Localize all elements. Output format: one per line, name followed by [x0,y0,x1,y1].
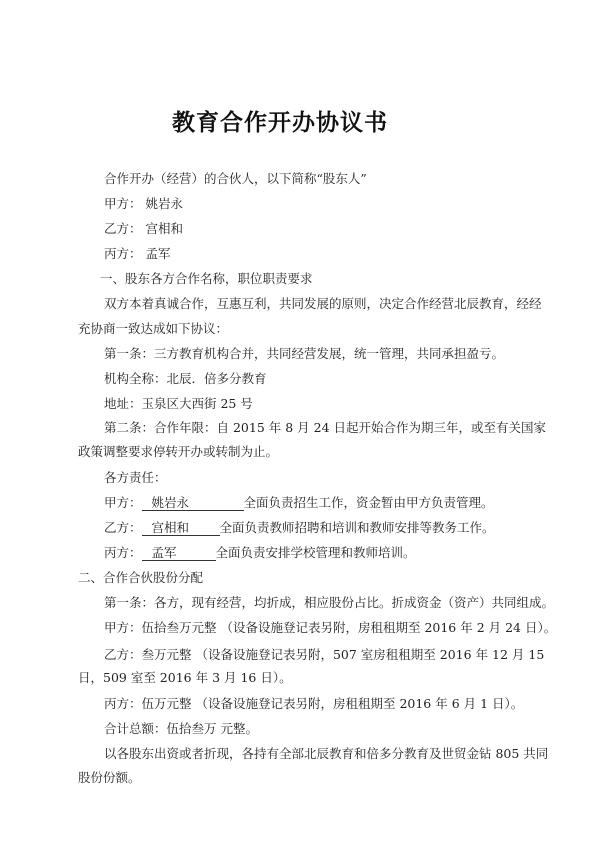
duty-b-name: 宫相和 [142,521,220,536]
duties-heading: 各方责任： [104,470,167,485]
paragraph-1-line-2: 充协商一致达成如下协议： [78,321,229,336]
duty-a-text: 全面负责招生工作，资金暂由甲方负责管理。 [243,495,494,510]
party-b: 乙方： 宫相和 [104,221,183,236]
closing-line-2: 股份份额。 [78,770,141,785]
closing-line-1: 以各股东出资或者折现，各持有全部北辰教育和倍多分教育及世贸金钻 805 共同 [104,746,549,761]
total-amount: 合计总额：伍拾叁万 元整。 [104,721,258,736]
share-b-line-2: 日，509 室至 2016 年 3 月 16 日）。 [78,670,292,685]
duty-b-text: 全面负责教师招聘和培训和教师安排等教务工作。 [219,520,495,535]
share-a: 甲方：伍拾叁万元整 （设备设施登记表另附，房租租期至 2016 年 2 月 24 日）。 [104,620,557,635]
duty-b-prefix: 乙方： [104,520,142,535]
section-2-article-1: 第一条：各方，现有经营，均折成，相应股份占比。折成资金（资产）共同组成。 [104,595,555,610]
duty-c-text: 全面负责安排学校管理和教师培训。 [215,545,416,560]
duty-c-name: 孟军 [142,546,216,561]
institution-name: 机构全称：北辰．倍多分教育 [104,371,267,386]
section-1-heading: 一、股东各方合作名称，职位职责要求 [100,271,313,286]
duty-a-name: 姚岩永 [142,496,244,511]
section-2-heading: 二、合作合伙股份分配 [78,570,204,585]
share-b-line-1: 乙方：叁万元整 （设备设施登记表另附，507 室房租租期至 2016 年 12 月 15 [104,647,545,662]
article-2-line-2: 政策调整要求停转开办或转制为止。 [78,444,279,459]
address: 地址：玉泉区大西街 25 号 [104,396,253,411]
duty-a [104,495,494,511]
duty-a-prefix: 甲方： [104,495,142,510]
intro-text: 合作开办（经营）的合伙人，以下简称“股东人” [104,171,367,186]
duty-c-prefix: 丙方： [104,545,142,560]
duty-c [104,545,416,561]
article-1: 第一条：三方教育机构合并，共同经营发展，统一管理，共同承担盈亏。 [104,346,505,361]
party-c: 丙方： 孟军 [104,246,171,261]
duty-b [104,520,495,536]
paragraph-1-line-1: 双方本着真诚合作，互惠互利，共同发展的原则，决定合作经营北辰教育，经经 [104,296,542,311]
party-a: 甲方： 姚岩永 [104,196,183,211]
share-c: 丙方：伍万元整 （设备设施登记表另附，房租租期至 2016 年 6 月 1 日）。 [104,696,524,711]
article-2-line-1: 第二条：合作年限：自 2015 年 8 月 24 日起开始合作为期三年，或至有关国家 [104,420,547,435]
document-title: 教育合作开办协议书 [172,110,388,136]
